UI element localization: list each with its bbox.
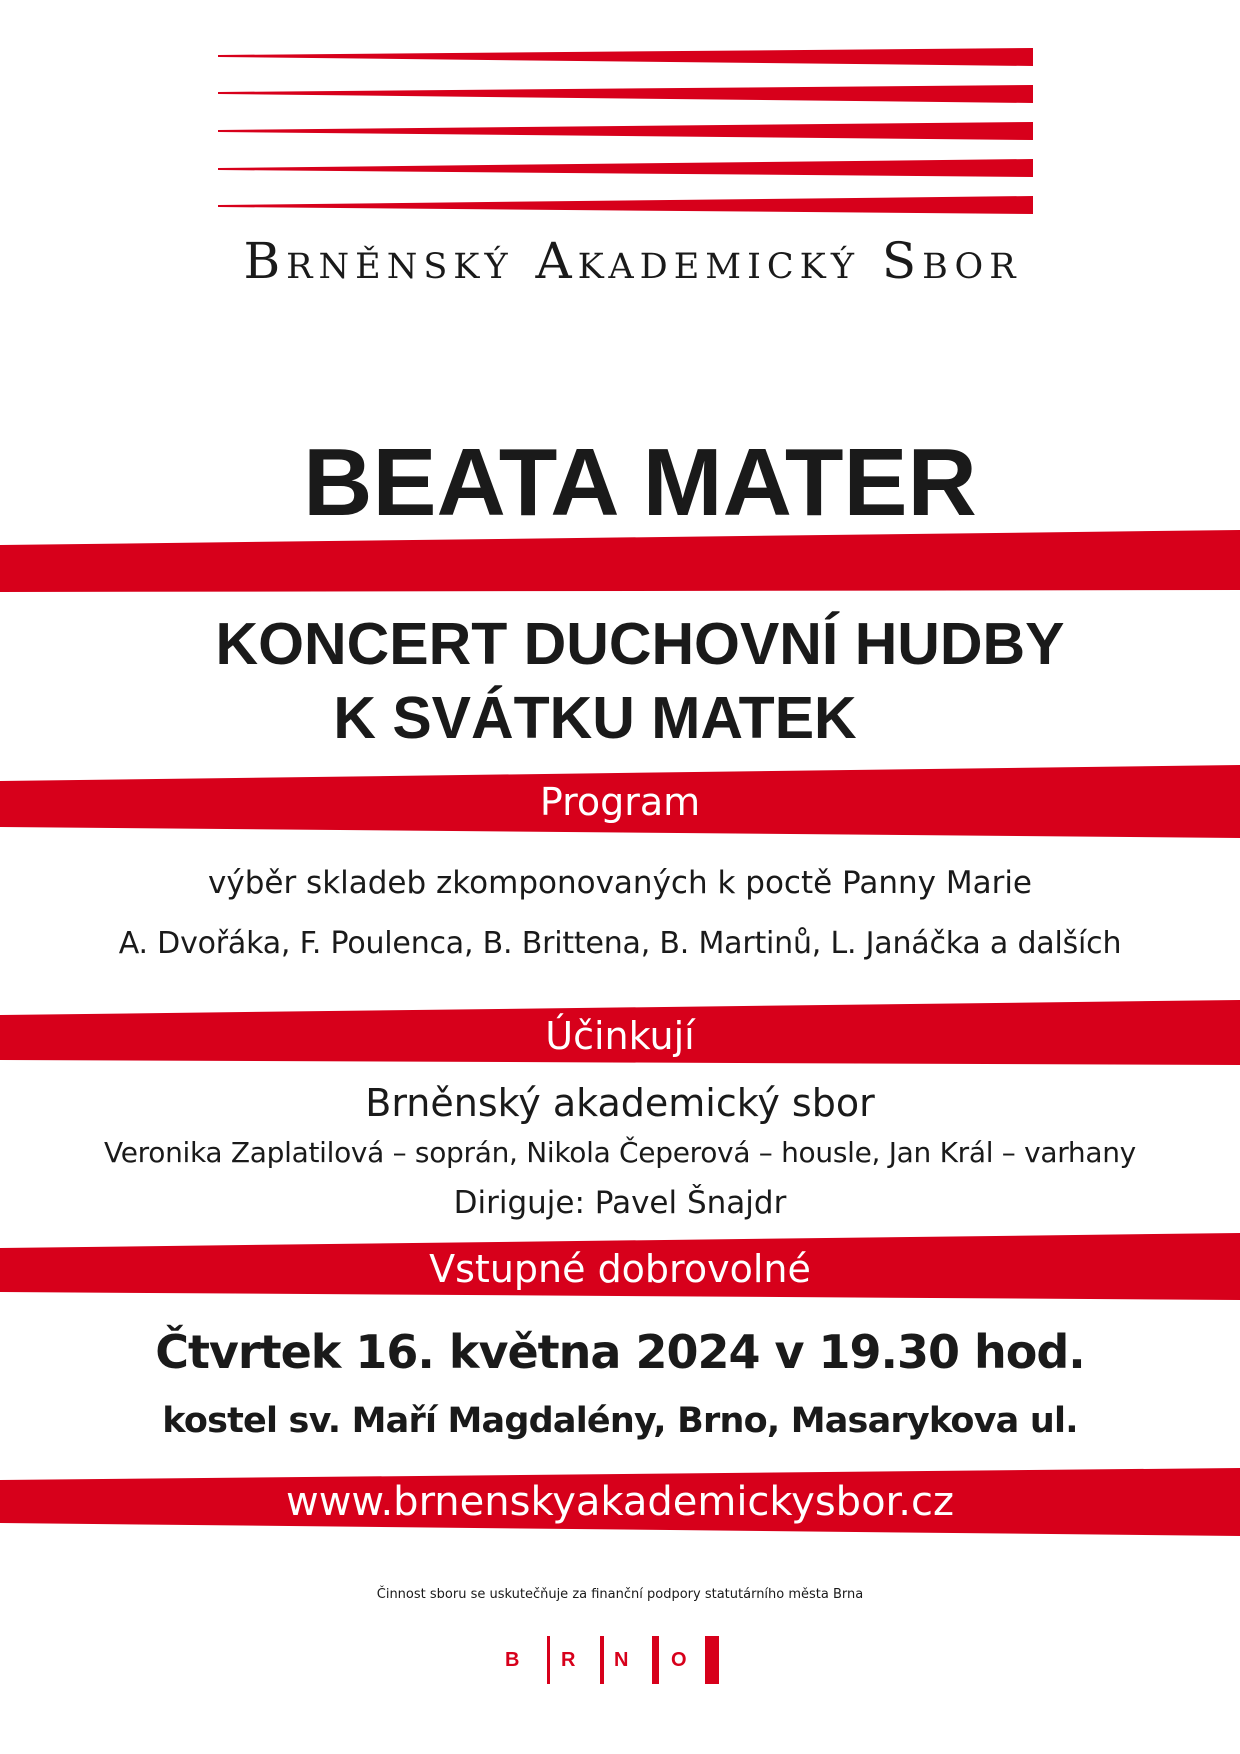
program-description: výběr skladeb zkomponovaných k poctě Panny Marie [208,865,1032,901]
support-note: Činnost sboru se uskutečňuje za finanční podpory statutárního města Brna [376,1587,864,1602]
brno-logo-letter-r: R [561,1649,576,1671]
program-heading: Program [539,780,701,824]
band-under-title [0,530,1240,592]
brno-city-logo [505,1636,723,1684]
logo-stripe-2 [218,85,1033,103]
admission-heading: Vstupné dobrovolné [429,1247,811,1291]
concert-subtitle-line1: KONCERT DUCHOVNÍ HUDBY [215,611,1065,677]
concert-venue: kostel sv. Maří Magdalény, Brno, Masarykova ul. [162,1401,1078,1441]
logo-stripe-4 [218,159,1033,177]
website-link[interactable]: www.brnenskyakademickysbor.cz [285,1479,955,1525]
logo-stripe-1 [218,48,1033,66]
brno-logo-letter-o: O [671,1649,687,1671]
performers-choir: Brněnský akademický sbor [365,1081,875,1125]
concert-title: BEATA MATER [303,429,977,536]
brno-logo-letter-b: B [505,1649,520,1671]
performers-soloists: Veronika Zaplatilová – soprán, Nikola Čeperová – housle, Jan Král – varhany [104,1136,1136,1169]
choir-logo-stripes [218,48,1033,214]
brno-logo-bar-3 [652,1636,659,1684]
brno-logo-letter-n: N [614,1649,629,1671]
logo-stripe-3 [218,122,1033,140]
brno-logo-bar-1 [547,1636,550,1684]
choir-logo-name: Brněnský Akademický Sbor [243,232,1022,290]
brno-logo-bar-2 [600,1636,604,1684]
program-composers: A. Dvořáka, F. Poulenca, B. Brittena, B. Martinů, L. Janáčka a dalších [118,926,1122,961]
brno-logo-bar-4 [705,1636,719,1684]
concert-date-time: Čtvrtek 16. května 2024 v 19.30 hod. [155,1325,1085,1379]
performers-heading: Účinkují [545,1014,695,1058]
concert-subtitle-line2: K SVÁTKU MATEK [333,685,857,751]
logo-stripe-5 [218,196,1033,214]
performers-conductor: Diriguje: Pavel Šnajdr [453,1185,787,1221]
